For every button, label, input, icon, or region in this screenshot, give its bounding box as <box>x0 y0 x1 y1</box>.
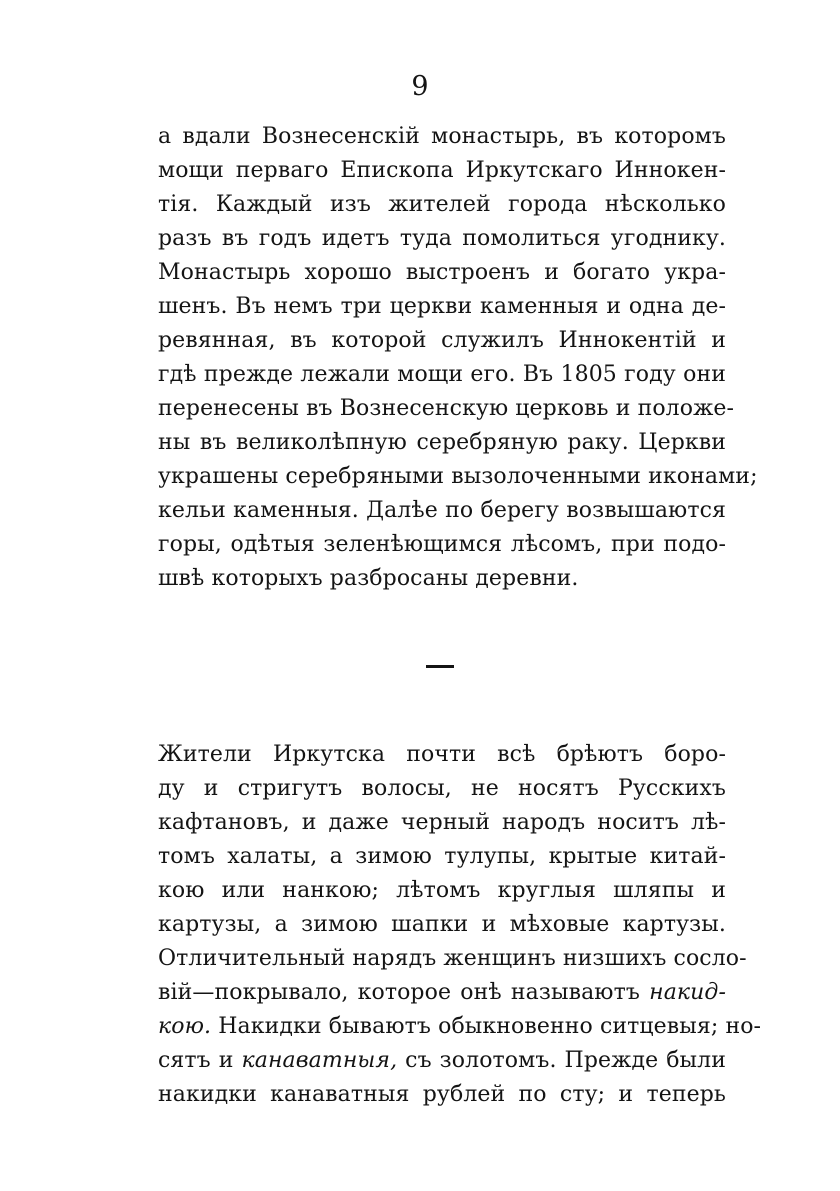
italic-term: канаватныя, <box>241 1048 398 1073</box>
text-line: ны въ великолѣпную серебряную раку. Церкви <box>158 430 726 455</box>
text-line: швѣ которыхъ разбросаны деревни. <box>158 566 579 591</box>
text-line: тія. Каждый изъ жителей города нѣсколько <box>158 192 726 217</box>
text-line: вій—покрывало, которое онѣ называютъ накид- <box>158 980 727 1005</box>
text-line: томъ халаты, а зимою тулупы, крытые китай- <box>158 844 726 869</box>
text-line: мощи перваго Епископа Иркутскаго Иннокен- <box>158 158 726 183</box>
paragraph-monastery <box>158 120 758 596</box>
text-line: шенъ. Въ немъ три церкви каменныя и одна де- <box>158 294 726 319</box>
paragraph-clothing <box>158 738 762 1112</box>
text-line: кою или нанкою; лѣтомъ круглыя шляпы и <box>158 878 726 903</box>
section-separator <box>426 665 454 668</box>
text-line: Отличительный нарядъ женщинъ низшихъ сосло- <box>158 946 747 971</box>
text-line: Жители Иркутска почти всѣ брѣютъ боро- <box>158 742 726 767</box>
page-number: 9 <box>411 71 429 102</box>
text-line: сятъ и канаватныя, съ золотомъ. Прежде были <box>158 1048 726 1073</box>
text-line: картузы, а зимою шапки и мѣховые картузы. <box>158 912 726 937</box>
text-line: горы, одѣтыя зеленѣющимся лѣсомъ, при подо- <box>158 532 726 557</box>
text-line: накидки канаватныя рублей по сту; и теперь <box>158 1082 726 1107</box>
italic-term: накид- <box>649 980 727 1005</box>
text-line: гдѣ прежде лежали мощи его. Въ 1805 году они <box>158 362 726 387</box>
text-line: перенесены въ Вознесенскую церковь и положе- <box>158 396 735 421</box>
text-line: украшены серебряными вызолоченными иконами; <box>158 464 758 489</box>
text-line: Монастырь хорошо выстроенъ и богато укра- <box>158 260 726 285</box>
text-line: а вдали Вознесенскій монастырь, въ которомъ <box>158 124 726 149</box>
text-line: ревянная, въ которой служилъ Иннокентій и <box>158 328 726 353</box>
text-line: разъ въ годъ идетъ туда помолиться угоднику. <box>158 226 726 251</box>
text-line: кельи каменныя. Далѣе по берегу возвышаются <box>158 498 726 523</box>
italic-term: кою. <box>158 1014 212 1039</box>
text-line: ду и стригутъ волосы, не носятъ Русскихъ <box>158 776 726 801</box>
text-line: кою. Накидки бываютъ обыкновенно ситцевыя; но- <box>158 1014 762 1039</box>
text-line: кафтановъ, и даже черный народъ носитъ лѣ- <box>158 810 726 835</box>
